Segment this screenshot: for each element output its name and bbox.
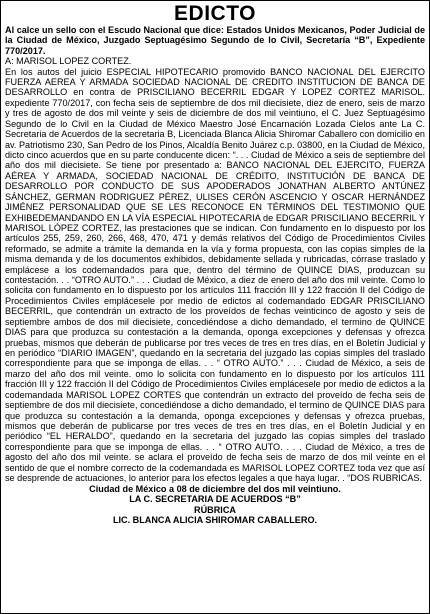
addressee-line: A: MARISOL LOPEZ CORTEZ. — [5, 56, 132, 67]
closing-date: Ciudad de México a 08 de diciembre del dos mil veintiuno. — [89, 483, 341, 494]
closing-role: LA C. SECRETARIA DE ACUERDOS “B” — [129, 494, 301, 505]
closing-name: LIC. BLANCA ALICIA SHIROMAR CABALLERO. — [112, 515, 318, 526]
closing-rubric: RÚBRICA — [194, 504, 236, 515]
seal-heading: Al calce un sello con el Escudo Nacional que dice: Estados Unidos Mexicanos, Poder Judicial de la Ciudad de México, Juzgado Septuagésimo Segundo de lo Civil, Secretaría “B”, Expediente 770/2017. — [5, 25, 425, 56]
document-title: EDICTO — [174, 2, 256, 25]
edict-body: En los autos del juicio ESPECIAL HIPOTECARIO promovido BANCO NACIONAL DEL EJERCITO FUERZA AEREA Y ARMADA SOCIEDAD NACIONAL DE CREDITO INSTITUCION DE BANCA DE DESARROLLO en contra de PRISCILIANO BECERRIL EDGAR Y LOPEZ CORTEZ MARISOL. expediente 770/2017, con fecha seis de septiembre de dos mil diecisiete, diez de enero, seis de marzo y tres de agosto de dos mil veinte y seis de diciembre de dos mil veintiuno, el C. Juez Septuagésimo Segundo de lo Civil en la Ciudad de México Maestro José Encarnación Lozada Cielos ante La C. Secretaria de Acuerdos de la secretaria B, Licenciada Blanca Alicia Shiromar Caballero con domicilio en av. Patriotismo 230, San Pedro de los Pinos, Alcaldía Benito Juárez c.p. 03800, en la Ciudad de México, dicto cinco acuerdos que en su parte conducente dicen: “. . . Ciudad de México a seis de septiembre del año dos mil diecisiete. Se tiene por presentado a: BANCO NACIONAL DEL EJERCITO, FUERZA AÉREA Y ARMADA, SOCIEDAD NACIONAL DE CRÉDITO, INSTITUCIÓN DE BANCA DE DESARROLLO POR CONDUCTO DE SUS APODERADOS JONATHAN ALBERTO ANTÚNEZ SÁNCHEZ, GERMAN RODRIGUEZ PÉREZ, ULISES CERÓN ASCENCIO Y OSCAR HERNÁNDEZ JIMÉNEZ PERSONALIDAD QUE SE LES RECONOCE EN TÉRMINOS DEL TESTIMONIO QUE EXHIBEDEMANDANDO EN LA VÍA ESPECIAL HIPOTECARIA de EDGAR PRISCILIANO BECERRIL Y MARISOL LÓPEZ CORTEZ, las prestaciones que se indican. Con fundamento en lo dispuesto por los artículos 255, 259, 260, 266, 468, 470, 471 y demás relativos del Código de Procedimientos Civiles reformado, se admite a trámite la demanda en la vía y forma propuesta, con las copias simples de la misma demanda y de los documentos exhibidos, debidamente sellada y rubricadas, córrase traslado y emplácese a los codemandados para que, dentro del término de QUINCE DIAS, produzcan su contestación. . . “OTRO AUTO.” . . . Ciudad de México, a diez de enero del año dos mil veinte. Como lo solicita con fundamento en lo dispuesto por los artículos 111 fracción III y 122 fracción II del Código de Procedimientos Civiles emplácesele por medio de edictos al codemandado EDGAR PRISCILIANO BECERRIL, que contendrán un extracto de los proveídos de fechas veinticinco de agosto y seis de septiembre ambos de dos mil diecisiete, concediéndose a dicho demandado, el termino de QUINCE DIAS para que produzca su contestación a la demanda, oponga excepciones y defensas y ofrezca pruebas, mismos que deberán de publicarse por tres veces de tres en tres días, en el Boletín Judicial y en periódico “DIARIO IMAGEN”, quedando en la secretaria del juzgado las copias simples del traslado correspondiente para que se imponga de ellas. . . “ OTRO AUTO.” . . . Ciudad de México, a seis de marzo del año dos mil veinte. omo lo solicita con fundamento en lo dispuesto por los artículos 111 fracción III y 122 fracción II del Código de Procedimientos Civiles emplácesele por medio de edictos a la codemandada MARISOL LOPEZ CORTES que contendrán un extracto del proveído de fecha seis de septiembre de dos mil diecisiete, concediéndose a dicho demandado, el termino de QUINCE DIAS para que produzca su contestación a la demanda, oponga excepciones y defensas y ofrezca pruebas, mismos que deberán de publicarse por tres veces de tres en tres días, en el Boletín Judicial y en periódico “EL HERALDO”, quedando en la secretaria del juzgado las copias simples del traslado correspondiente para que se imponga de ellas. . . “ OTRO AUTO. . . . Ciudad de México, a tres de agosto del año dos mil veinte. se aclara el proveído de fecha seis de marzo de dos mil veinte en el sentido de que el nombre correcto de la codemandada es MARISOL LOPEZ CORTEZ toda vez que así se desprende de actuaciones, lo anterior para los efectos legales a que haya lugar. . “DOS RUBRICAS. — [5, 66, 425, 484]
